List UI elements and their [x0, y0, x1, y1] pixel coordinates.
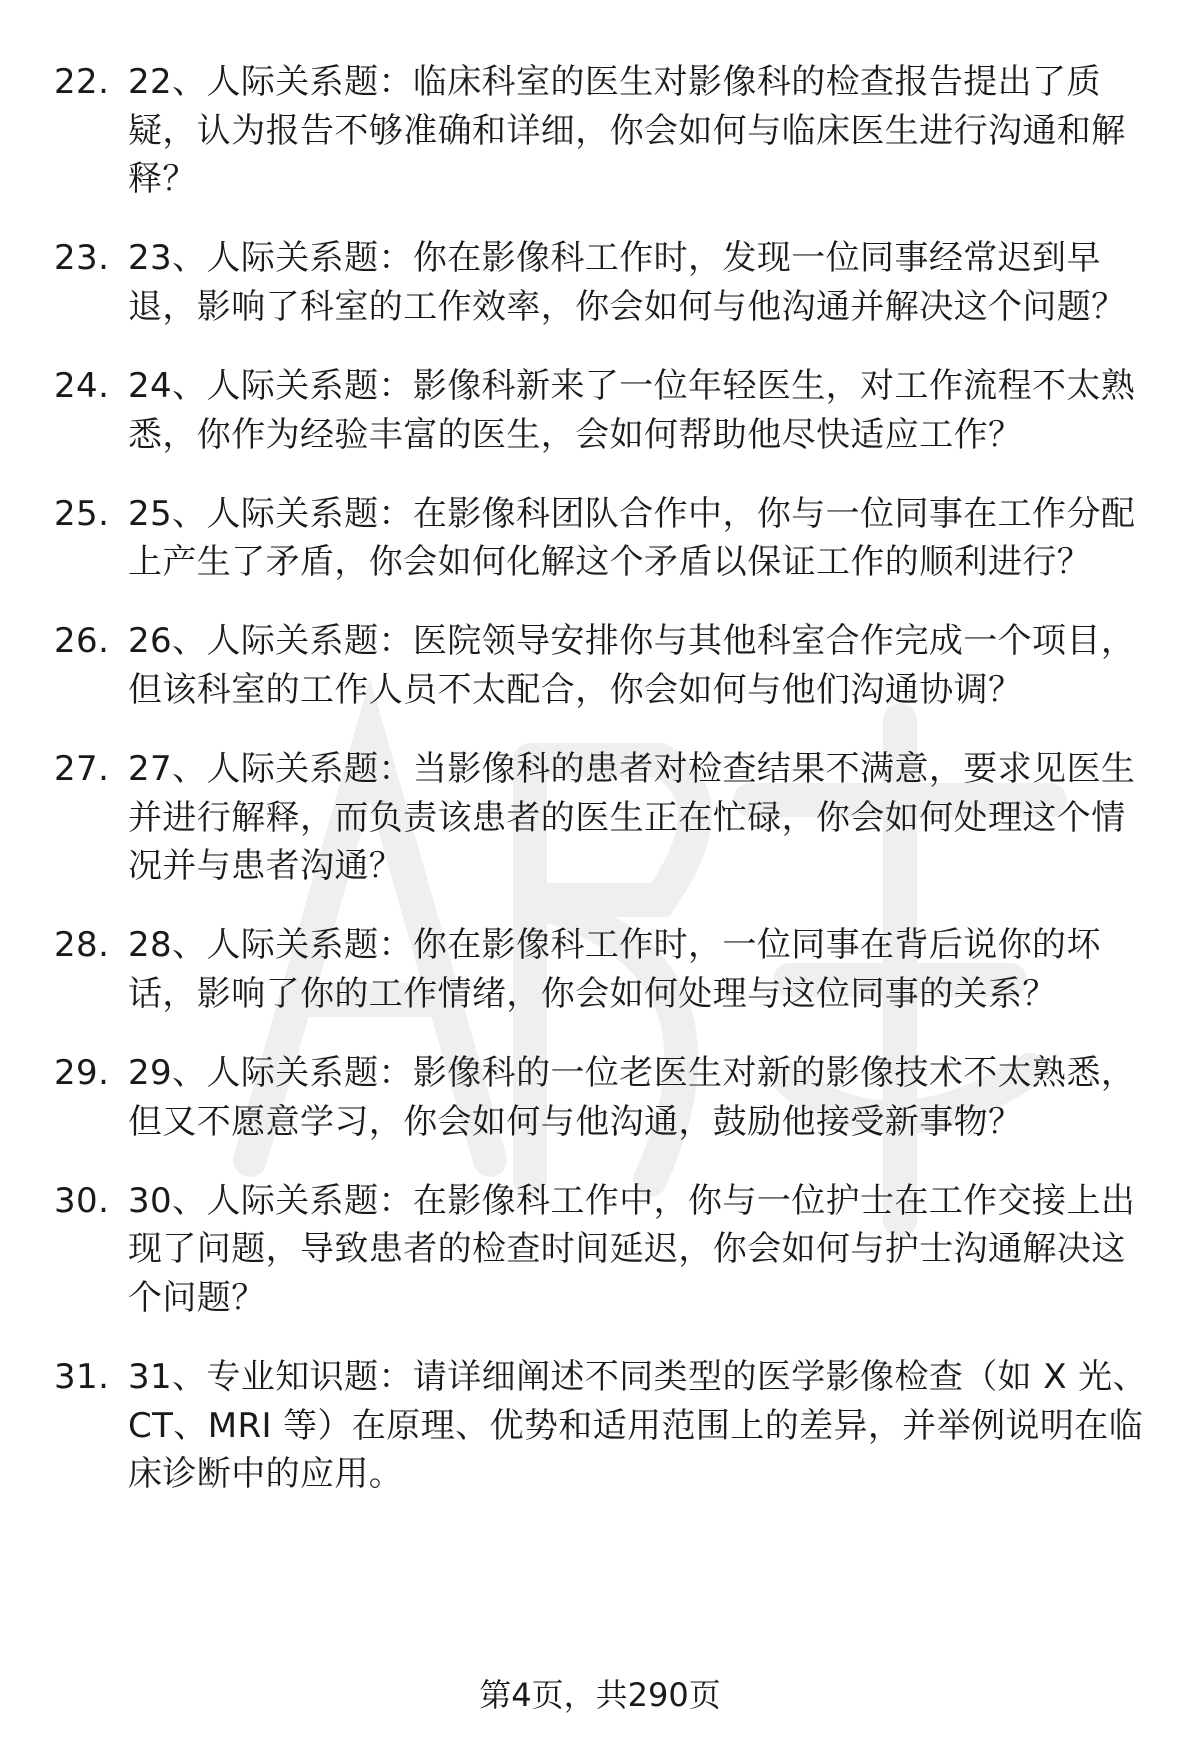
- list-item: [0, 234, 1200, 331]
- question-number: 25.: [54, 493, 110, 534]
- question-text: 29、人际关系题：影像科的一位老医生对新的影像技术不太熟悉，但又不愿意学习，你会如何与他沟通，鼓励他接受新事物？: [128, 1053, 1136, 1142]
- question-number: 23.: [54, 238, 110, 279]
- list-item: [0, 617, 1200, 714]
- question-text: 25、人际关系题：在影像科团队合作中，你与一位同事在工作分配上产生了矛盾，你会如何化解这个矛盾以保证工作的顺利进行？: [128, 493, 1136, 583]
- list-item: [0, 921, 1200, 1018]
- question-text: 24、人际关系题：影像科新来了一位年轻医生，对工作流程不太熟悉，你作为经验丰富的医生，会如何帮助他尽快适应工作？: [128, 365, 1136, 455]
- question-list: [0, 58, 1200, 1529]
- list-item: [0, 58, 1200, 204]
- page-footer: 第4页，共290页: [479, 1676, 721, 1714]
- question-number: 22.: [54, 62, 110, 102]
- question-text: 27、人际关系题：当影像科的患者对检查结果不满意，要求见医生并进行解释，而负责该患者的医生正在忙碌，你会如何处理这个情况并与患者沟通？: [128, 749, 1136, 887]
- list-item: [0, 745, 1200, 891]
- question-number: 28.: [54, 925, 110, 966]
- question-number: 31.: [54, 1356, 110, 1397]
- list-item: [0, 1177, 1200, 1323]
- list-item: [0, 490, 1200, 587]
- question-text: 26、人际关系题：医院领导安排你与其他科室合作完成一个项目，但该科室的工作人员不太配合，你会如何与他们沟通协调？: [128, 621, 1136, 710]
- question-text: 23、人际关系题：你在影像科工作时，发现一位同事经常迟到早退，影响了科室的工作效率，你会如何与他沟通并解决这个问题？: [128, 238, 1126, 327]
- question-number: 29.: [54, 1053, 110, 1093]
- question-text: 22、人际关系题：临床科室的医生对影像科的检查报告提出了质疑，认为报告不够准确和详细，你会如何与临床医生进行沟通和解释？: [128, 62, 1126, 200]
- question-number: 26.: [54, 621, 110, 662]
- question-text: 31、专业知识题：请详细阐述不同类型的医学影像检查（如 X 光、CT、MRI 等）在原理、优势和适用范围上的差异，并举例说明在临床诊断中的应用。: [128, 1356, 1147, 1495]
- question-number: 30.: [54, 1180, 110, 1221]
- list-item: [0, 362, 1200, 459]
- question-number: 24.: [54, 365, 110, 406]
- question-text: 30、人际关系题：在影像科工作中，你与一位护士在工作交接上出现了问题，导致患者的检查时间延迟，你会如何与护士沟通解决这个问题？: [128, 1180, 1136, 1318]
- list-item: [0, 1353, 1200, 1499]
- question-number: 27.: [54, 749, 110, 790]
- question-text: 28、人际关系题：你在影像科工作时，一位同事在背后说你的坏话，影响了你的工作情绪，你会如何处理与这位同事的关系？: [128, 925, 1101, 1014]
- list-item: [0, 1049, 1200, 1146]
